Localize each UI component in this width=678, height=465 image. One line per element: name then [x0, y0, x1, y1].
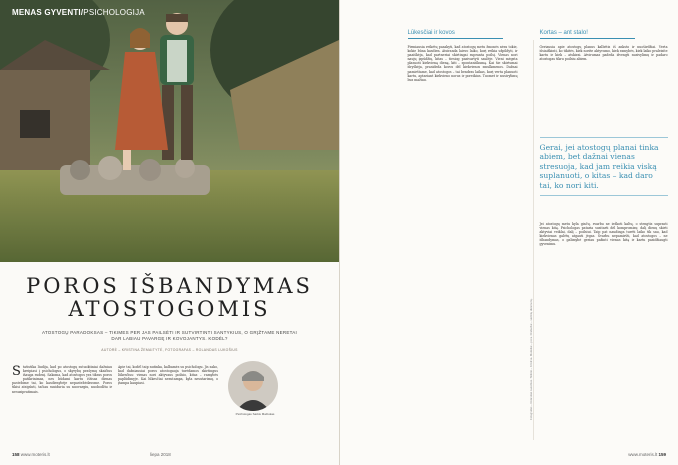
- article-title: [0, 275, 339, 321]
- site-right: www.moteris.lt: [628, 452, 658, 457]
- portrait-caption: Psichologas Sarkis Mačiukas: [235, 412, 275, 416]
- psychologist-portrait: [228, 361, 278, 411]
- left-body-col-2: Apie tai, kodėl taip nutinka, kalbamės su psichologu. Jis sako, kad dažniausiai poros atostogauja turėdamos skirtingus lūkesčius: vienas nori aktyvaus poilsio, kitas – ramybės paplūdimyje. Kai lūkesčiai nesutampa, kyla nesutarimų, o įtampa kaupiasi.: [118, 365, 218, 386]
- couple-photo: [0, 0, 339, 262]
- section-label: [12, 8, 145, 17]
- section-sub: PSICHOLOGIJA: [83, 8, 145, 17]
- footer-date: liepa 2018: [150, 452, 171, 457]
- couple-photo-illustration: [0, 0, 339, 262]
- rubric-expectations: Lūkesčiai ir kovos: [408, 30, 503, 39]
- page-number-right: 159: [658, 452, 666, 457]
- rubric-cards: Kortas – ant stalo!: [540, 30, 635, 39]
- site-left: www.moteris.lt: [20, 452, 50, 457]
- right-body-col-3: Jei atostogų metu kyla ginčų, svarbu ne ieškoti kaltų, o stengtis suprasti vienas kitą. Psichologas pataria susitarti dėl kompromisų: dalį dienų skirti aktyviai veiklai, dalį – poilsiui. Taip pat naudinga turėti laiko tik sau, kad kiekvienas galėtų atgauti jėgas. Svarbu nepamiršti, kad atostogos – ne išbandymas, o galimybė geriau pažinti vienas kitą ir kartu pasidžiaugti gyvenimu.: [539, 222, 668, 247]
- title-line-2: ATOSTOGOMIS: [68, 297, 271, 321]
- portrait-illustration: [228, 361, 278, 411]
- dropcap: S: [12, 364, 21, 379]
- right-body-col-2: Geriausia apie atostogų planus kalbėtis iš anksto ir nuoširdžiai. Verta išsiaiškinti, ko tikitės, kiek norite aktyvumo, kiek ramybės, kiek laiko praleisite kartu ir kiek – atskirai. Atvirumas padeda išvengti nusivylimų ir padaro atostogas tikru poilsiu abiem.: [539, 45, 668, 62]
- credits-text: Fotografas – Rolandas Lukošius. Stilistė – Kristina. Modeliai – pora. Drabužiai – vietinių dizainerių.: [528, 298, 533, 420]
- right-body-col-1: Pirmiausia reikėtų pasakyti, kad atostogų metu žmonės nėra tokie, kokie būna kasdien. Atsiranda laisvo laiko, kurį reikia užpildyti, ir paaiškėja, kad partneriai skirtingai supranta poilsį. Vienas nori naujų įspūdžių, kitas – tiesiog pasivartyti saulėje. Vieni mėgsta planuoti kiekvieną dieną, kiti – spontaniškumą. Kai šie skirtumai išryškėja, prasideda kovos dėl kiekvienos smulkmenos. Dažnai pamirštame, kad atostogos – tai bendras laikas, kurį verta planuoti kartu, aptariant kiekvieno norus ir poreikius. Tuomet ir nusivylimų bus mažiau.: [407, 45, 518, 82]
- title-line-1: POROS IŠBANDYMAS: [26, 274, 313, 298]
- page-number-left: 158: [12, 452, 20, 457]
- section-separator: /: [80, 8, 84, 17]
- pull-quote: Gerai, jei atostogų planai tinka abiem, bet dažnai vienas stresuoja, kad jam reikia viską suplanuoti, o kitas – kad daro tai, ko nori kiti.: [540, 137, 668, 196]
- section-main: MENAS GYVENTI: [12, 8, 81, 17]
- photo-credits: [524, 40, 533, 420]
- column-rule: [533, 40, 534, 440]
- footer-right: [628, 452, 666, 457]
- article-lead: ATOSTOGŲ PARADOKSAS – TIKIMES PER JAS PAILSĖTI IR SUTVIRTINTI SANTYKIUS, O GRĮŽTAME NERETAI DAR LABIAU PAVARGĘ IR KOVOJANTYS. KODĖL?: [41, 330, 298, 341]
- left-body-col-1: [12, 365, 112, 394]
- right-page: [340, 0, 678, 465]
- left-body-text-1: tatistika liudija, kad po atostogų sutuoktiniai dažniau kreipiasi į psichologus, o skyrybų prašymų skaičius išauga rudenį. Sakoma, kad atostogos yra tikras poros patikrinimas, nes būdami kartu ištisas dienas pastebime tai, ko kasdienybėje nepastebėdavome. Poros tikisi atsipūsti, tačiau susiduria su nuovargiu, nuobodžiu ir nesusipratimais.: [12, 365, 112, 394]
- footer-left: [12, 452, 50, 457]
- article-author: AUTORĖ – KRISTINA ŽEMAITYTĖ, FOTOGRAFAS – ROLANDAS LUKOŠIUS: [101, 348, 238, 352]
